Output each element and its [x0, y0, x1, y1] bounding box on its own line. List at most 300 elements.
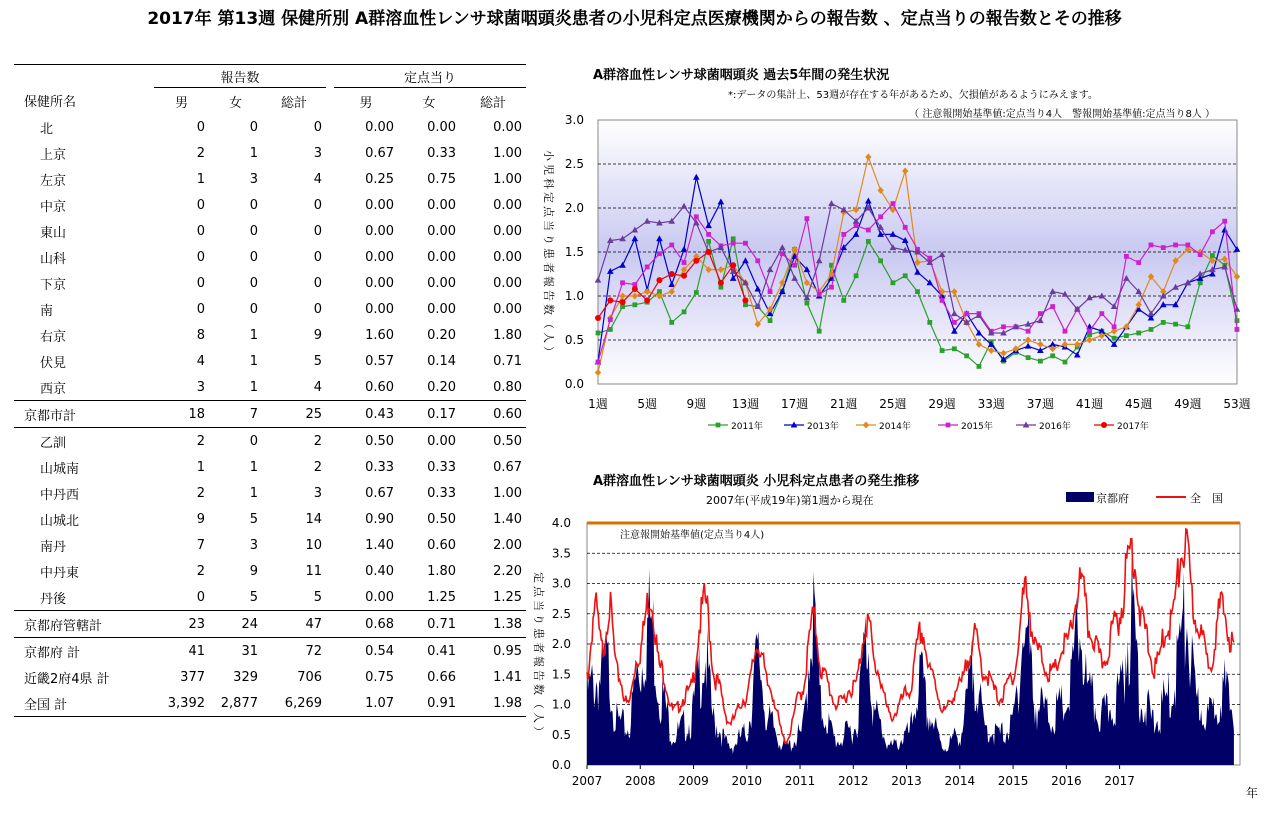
legend-label-national: 全 国	[1190, 492, 1223, 505]
data-point	[1124, 254, 1129, 259]
cell-per-total: 0.71	[493, 353, 523, 369]
cell-male: 0	[196, 119, 205, 135]
cell-name: 伏見	[40, 355, 67, 371]
chart2-ytick-label: 1.5	[551, 667, 571, 682]
data-point	[977, 364, 982, 369]
data-point	[632, 302, 637, 307]
data-point	[1136, 260, 1141, 265]
legend-label-y2011: 2011年	[731, 422, 763, 432]
cell-total: 2	[262, 428, 326, 455]
chart1-ytick-label: 3.0	[564, 113, 584, 127]
data-point	[716, 423, 721, 428]
cell-name: 丹後	[40, 591, 67, 607]
data-point	[768, 318, 773, 323]
cell-total: 0	[313, 223, 323, 239]
data-point	[656, 277, 662, 283]
data-point	[940, 348, 945, 353]
cell-per-female: 0.17	[398, 401, 460, 428]
cell-per-male: 0.00	[365, 249, 395, 265]
legend-label-y2014: 2014年	[879, 422, 911, 432]
data-point	[805, 301, 810, 306]
cell-total: 5	[313, 353, 323, 369]
chart-trend	[532, 473, 1258, 800]
chart1-ytick-label: 1.5	[564, 245, 584, 259]
data-point	[620, 299, 626, 305]
legend-swatch-kyoto	[1066, 492, 1094, 502]
data-point	[620, 280, 625, 285]
cell-name: 山城北	[40, 513, 80, 529]
cell-per-total: 0.80	[493, 379, 523, 395]
data-point	[1185, 324, 1190, 329]
data-point	[632, 286, 638, 292]
data-point	[595, 315, 601, 321]
header-group-per-site: 定点当り	[334, 65, 526, 88]
data-point	[693, 258, 699, 264]
chart1-xtick-label: 49週	[1174, 397, 1202, 411]
cell-female: 0	[249, 275, 258, 291]
data-point	[755, 258, 760, 263]
cell-female: 5	[249, 589, 258, 605]
cell-name: 南	[40, 303, 54, 319]
data-point	[1112, 324, 1117, 329]
cell-total: 14	[305, 511, 323, 527]
data-point	[768, 289, 773, 294]
cell-per-male: 0.00	[365, 589, 395, 605]
cell-female: 1	[249, 485, 258, 501]
cell-per-female: 0.41	[398, 638, 460, 665]
chart2-xtick-label: 2016	[1051, 774, 1082, 788]
header-total: 総計	[281, 95, 308, 111]
cell-total: 72	[262, 638, 326, 665]
cell-name: 乙訓	[14, 428, 154, 455]
data-point	[863, 422, 869, 429]
cell-per-female: 0.33	[427, 145, 457, 161]
cell-male: 2	[196, 563, 205, 579]
chart-five-year	[542, 67, 1251, 432]
cell-per-female: 0.00	[398, 428, 460, 455]
data-point	[694, 290, 699, 295]
cell-total: 706	[297, 669, 323, 685]
data-point	[644, 297, 650, 303]
data-point	[1026, 355, 1031, 360]
data-point	[915, 289, 920, 294]
header-group-reports: 報告数	[154, 65, 326, 88]
cell-per-total: 0.00	[493, 275, 523, 291]
cell-per-total: 1.98	[460, 690, 526, 717]
cell-name: 近畿2府4県 計	[24, 671, 110, 687]
cell-total: 0	[313, 275, 323, 291]
data-point	[743, 241, 748, 246]
cell-per-total: 1.00	[493, 171, 523, 187]
data-point	[706, 232, 711, 237]
cell-male: 1	[196, 459, 205, 475]
chart2-ytick-label: 3.0	[551, 576, 571, 591]
cell-per-male: 0.50	[334, 428, 398, 455]
data-point	[1063, 329, 1068, 334]
cell-per-male: 1.40	[365, 537, 395, 553]
cell-per-total: 0.60	[460, 401, 526, 428]
chart1-xtick-label: 29週	[928, 397, 956, 411]
header-female: 女	[228, 95, 242, 111]
cell-total: 3	[313, 485, 323, 501]
cell-name: 東山	[40, 225, 67, 241]
cell-per-female: 0.71	[398, 611, 460, 638]
data-point	[903, 273, 908, 278]
data-point	[742, 297, 748, 303]
cell-name: 上京	[40, 147, 67, 163]
data-point	[669, 243, 674, 248]
legend-label-y2016: 2016年	[1039, 422, 1071, 432]
chart2-xtick-label: 2010	[731, 774, 763, 788]
chart1-xtick-label: 9週	[686, 397, 707, 411]
chart2-xtick-label: 2011	[784, 774, 816, 788]
legend-label-y2013: 2013年	[807, 422, 839, 432]
chart2-ytick-label: 2.0	[551, 637, 571, 651]
cell-per-total: 1.38	[460, 611, 526, 638]
cell-male: 2	[154, 428, 209, 455]
data-point	[1198, 280, 1203, 285]
header-per-male: 男	[359, 95, 373, 111]
cell-total: 25	[262, 401, 326, 428]
cell-male: 0	[196, 197, 205, 213]
cell-per-male: 0.00	[365, 119, 395, 135]
data-point	[694, 214, 699, 219]
chart1-xtick-label: 37週	[1026, 397, 1055, 411]
cell-female: 7	[209, 401, 262, 428]
chart2-ytick-label: 0.0	[551, 758, 571, 772]
cell-name: 下京	[40, 277, 67, 293]
data-point	[1112, 336, 1117, 341]
data-point	[1173, 243, 1178, 248]
header-per-female: 女	[422, 95, 436, 111]
cell-male: 7	[196, 537, 205, 553]
cell-per-male: 0.00	[365, 197, 395, 213]
cell-total: 6,269	[262, 690, 326, 717]
cell-female: 0	[249, 301, 258, 317]
chart2-xtick-label: 2013	[891, 774, 922, 788]
cell-per-male: 0.40	[365, 563, 395, 579]
page-title: 2017年 第13週 保健所別 A群溶血性レンサ球菌咽頭炎患者の小児科定点医療機関からの報告数 、定点当りの報告数とその推移	[147, 9, 1122, 29]
cell-male: 18	[154, 401, 209, 428]
data-point	[1087, 329, 1092, 334]
cell-per-male: 0.54	[334, 638, 398, 665]
cell-total: 4	[313, 379, 323, 395]
data-point	[1149, 327, 1154, 332]
data-point	[1124, 333, 1129, 338]
cell-female: 1	[249, 353, 258, 369]
chart1-ytick-label: 2.5	[564, 157, 584, 171]
cell-per-total: 1.00	[493, 485, 523, 501]
cell-female: 329	[233, 669, 258, 685]
chart2-threshold-label: 注意報開始基準値(定点当り4人)	[620, 530, 765, 541]
cell-per-total: 0.00	[493, 197, 523, 213]
data-point	[1161, 320, 1166, 325]
data-point	[878, 258, 883, 263]
data-point	[1050, 353, 1055, 358]
cell-per-male: 0.57	[365, 353, 395, 369]
cell-per-total: 0.67	[493, 459, 523, 475]
cell-male: 1	[196, 171, 205, 187]
cell-male: 0	[196, 589, 205, 605]
data-point	[731, 241, 736, 246]
chart1-ylabel: 小児科定点当り患者報告数（人）	[542, 150, 555, 360]
cell-male: 41	[154, 638, 209, 665]
chart1-xtick-label: 1週	[588, 397, 608, 411]
data-point	[841, 232, 846, 237]
chart1-xtick-label: 5週	[637, 397, 657, 411]
chart2-xtick-label: 2012	[838, 774, 869, 788]
chart2-xtick-label: 2017	[1104, 774, 1135, 788]
data-point	[817, 292, 822, 297]
cell-per-total: 0.95	[460, 638, 526, 665]
data-point	[681, 273, 687, 279]
chart1-xtick-label: 41週	[1075, 397, 1104, 411]
data-point	[1210, 253, 1215, 258]
cell-name: 北	[40, 121, 54, 137]
chart2-xtick-label: 2009	[678, 774, 709, 788]
cell-per-total: 0.00	[493, 301, 523, 317]
data-point	[1026, 329, 1031, 334]
cell-name: 南丹	[40, 539, 67, 555]
data-point	[669, 271, 675, 277]
cell-female: 1	[249, 459, 258, 475]
cell-per-female: 1.80	[427, 563, 457, 579]
data-point	[903, 225, 908, 230]
cell-total: 0	[313, 249, 323, 265]
chart1-note1: *:データの集計上、53週が存在する年があるため、欠損値があるようにみえます。	[728, 90, 1098, 101]
cell-total: 47	[262, 611, 326, 638]
data-point	[878, 214, 883, 219]
data-point	[1099, 311, 1104, 316]
cell-per-total: 1.40	[493, 511, 523, 527]
cell-name: 京都府 計	[14, 638, 154, 665]
cell-per-female: 0.33	[427, 485, 457, 501]
cell-per-total: 0.00	[493, 223, 523, 239]
cell-male: 2	[196, 145, 205, 161]
cell-per-female: 1.25	[427, 589, 457, 605]
cell-male: 3	[196, 379, 205, 395]
cell-male: 3,392	[154, 690, 209, 717]
cell-per-female: 0.00	[427, 301, 457, 317]
data-point	[952, 320, 957, 325]
data-point	[1050, 304, 1055, 309]
data-point	[706, 239, 711, 244]
cell-per-female: 0.75	[427, 171, 457, 187]
cell-total: 0	[313, 301, 323, 317]
cell-total: 5	[313, 589, 323, 605]
data-point	[854, 223, 859, 228]
cell-per-male: 0.67	[365, 485, 395, 501]
cell-per-male: 0.67	[365, 145, 395, 161]
chart2-ytick-label: 3.5	[551, 546, 571, 561]
cell-name: 中丹東	[40, 565, 80, 581]
cell-per-total: 1.80	[493, 327, 523, 343]
chart2-legend	[1066, 491, 1223, 505]
data-point	[927, 320, 932, 325]
chart2-subtitle: 2007年(平成19年)第1週から現在	[706, 494, 874, 507]
cell-female: 24	[209, 611, 262, 638]
data-point	[682, 309, 687, 314]
cell-per-female: 0.50	[427, 511, 457, 527]
chart1-xtick-label: 17週	[780, 397, 809, 411]
chart2-xtick-label: 2007	[571, 774, 603, 788]
cell-total: 9	[313, 327, 323, 343]
cell-female: 0	[249, 119, 258, 135]
legend-label-y2015: 2015年	[961, 422, 993, 432]
chart1-xtick-label: 53週	[1223, 397, 1251, 411]
cell-per-total: 0.50	[460, 428, 526, 455]
cell-per-male: 1.60	[365, 327, 395, 343]
chart1-xtick-label: 21週	[830, 397, 858, 411]
data-point	[891, 280, 896, 285]
cell-name: 京都市計	[14, 401, 154, 428]
chart1-ytick-label: 0.5	[564, 333, 584, 347]
cell-per-total: 2.00	[493, 537, 523, 553]
cell-total: 4	[313, 171, 323, 187]
cell-per-total: 1.41	[493, 669, 523, 685]
cell-per-male: 0.43	[334, 401, 398, 428]
cell-name: 全国 計	[14, 690, 154, 717]
cell-female: 0	[249, 249, 258, 265]
chart1-ytick-label: 0.0	[564, 377, 584, 391]
cell-male: 9	[196, 511, 205, 527]
data-point	[1161, 245, 1166, 250]
cell-per-male: 0.25	[365, 171, 395, 187]
cell-female: 1	[249, 379, 258, 395]
cell-total: 0	[313, 119, 323, 135]
cell-total: 10	[305, 537, 323, 553]
data-point	[1222, 219, 1227, 224]
header-per-total: 総計	[480, 95, 507, 111]
cell-per-female: 0.00	[427, 119, 457, 135]
cell-female: 0	[249, 197, 258, 213]
cell-per-male: 0.68	[334, 611, 398, 638]
chart2-ytick-label: 1.0	[551, 697, 571, 712]
cell-per-female: 0.20	[427, 327, 457, 343]
cell-female: 0	[249, 223, 258, 239]
data-point	[706, 249, 712, 255]
data-point	[854, 273, 859, 278]
cell-name: 西京	[40, 381, 67, 397]
data-point	[866, 239, 871, 244]
cell-per-male: 0.75	[365, 669, 395, 685]
cell-male: 4	[196, 353, 205, 369]
chart1-xtick-label: 25週	[879, 397, 907, 411]
cell-per-female: 0.60	[427, 537, 457, 553]
data-point	[940, 298, 945, 303]
cell-female: 0	[209, 428, 262, 455]
cell-total: 3	[313, 145, 323, 161]
chart1-xtick-label: 33週	[977, 397, 1005, 411]
data-point	[1235, 327, 1240, 332]
data-point	[731, 236, 736, 241]
cell-female: 31	[209, 638, 262, 665]
cell-per-female: 0.00	[427, 197, 457, 213]
cell-total: 2	[313, 459, 323, 475]
data-point	[596, 360, 601, 365]
cell-name: 山城南	[40, 461, 80, 477]
cell-name: 京都府管轄計	[14, 611, 154, 638]
chart1-xtick-label: 45週	[1125, 397, 1153, 411]
data-point	[829, 285, 834, 290]
cell-per-female: 0.00	[427, 275, 457, 291]
data-point	[607, 297, 613, 303]
cell-male: 0	[196, 249, 205, 265]
cell-total: 0	[313, 197, 323, 213]
cell-per-male: 0.60	[365, 379, 395, 395]
data-point	[608, 317, 613, 322]
data-point	[792, 263, 797, 268]
data-point	[891, 201, 896, 206]
data-point	[1198, 252, 1203, 257]
chart2-xtick-label: 2008	[624, 774, 656, 788]
data-point	[730, 262, 736, 268]
chart2-xtick-label: 2015	[997, 774, 1029, 788]
data-point	[1001, 324, 1006, 329]
header-name: 保健所名	[24, 95, 77, 111]
cell-per-total: 0.00	[493, 119, 523, 135]
data-point	[866, 228, 871, 233]
chart1-ytick-label: 1.0	[564, 289, 584, 303]
chart2-ytick-label: 4.0	[551, 516, 571, 530]
data-point	[946, 423, 951, 428]
cell-female: 1	[249, 327, 258, 343]
cell-per-male: 0.33	[365, 459, 395, 475]
cell-name: 山科	[40, 251, 67, 267]
cell-per-female: 0.33	[427, 459, 457, 475]
cell-female: 3	[249, 537, 258, 553]
cell-per-total: 1.25	[493, 589, 523, 605]
chart2-xlabel: 年	[1246, 786, 1259, 800]
data-point	[669, 320, 674, 325]
data-point	[1185, 243, 1190, 248]
chart1-legend	[708, 420, 1149, 432]
data-point	[645, 265, 650, 270]
cell-male: 0	[196, 223, 205, 239]
chart2-title: A群溶血性レンサ球菌咽頭炎 小児科定点患者の発生推移	[593, 474, 920, 489]
data-point	[817, 329, 822, 334]
chart2-ylabel: 定点当り患者報告数（人）	[532, 572, 545, 740]
cell-per-total: 2.20	[493, 563, 523, 579]
cell-female: 3	[249, 171, 258, 187]
cell-total: 11	[305, 563, 323, 579]
cell-per-male: 1.07	[334, 690, 398, 717]
cell-per-female: 0.00	[427, 249, 457, 265]
cell-per-female: 0.91	[398, 690, 460, 717]
data-point	[952, 346, 957, 351]
data-point	[805, 216, 810, 221]
data-point	[1210, 229, 1215, 234]
chart1-note2: （ 注意報開始基準値:定点当り4人 警報開始基準値:定点当り8人 ）	[909, 109, 1215, 120]
cell-per-male: 0.90	[365, 511, 395, 527]
chart1-ytick-label: 2.0	[564, 201, 584, 215]
cell-per-total: 0.00	[493, 249, 523, 265]
cell-per-female: 0.00	[427, 223, 457, 239]
data-point	[718, 280, 724, 286]
cell-male: 377	[180, 669, 205, 685]
legend-label-kyoto: 京都府	[1096, 492, 1129, 505]
cell-male: 2	[196, 485, 205, 501]
cell-per-male: 0.00	[365, 275, 395, 291]
header-male: 男	[174, 95, 188, 111]
data-point	[1136, 331, 1141, 336]
chart2-ytick-label: 2.5	[551, 606, 571, 621]
cell-female: 9	[249, 563, 258, 579]
cell-per-male: 0.00	[365, 223, 395, 239]
data-point	[1149, 243, 1154, 248]
data-point	[596, 331, 601, 336]
cell-male: 0	[196, 301, 205, 317]
